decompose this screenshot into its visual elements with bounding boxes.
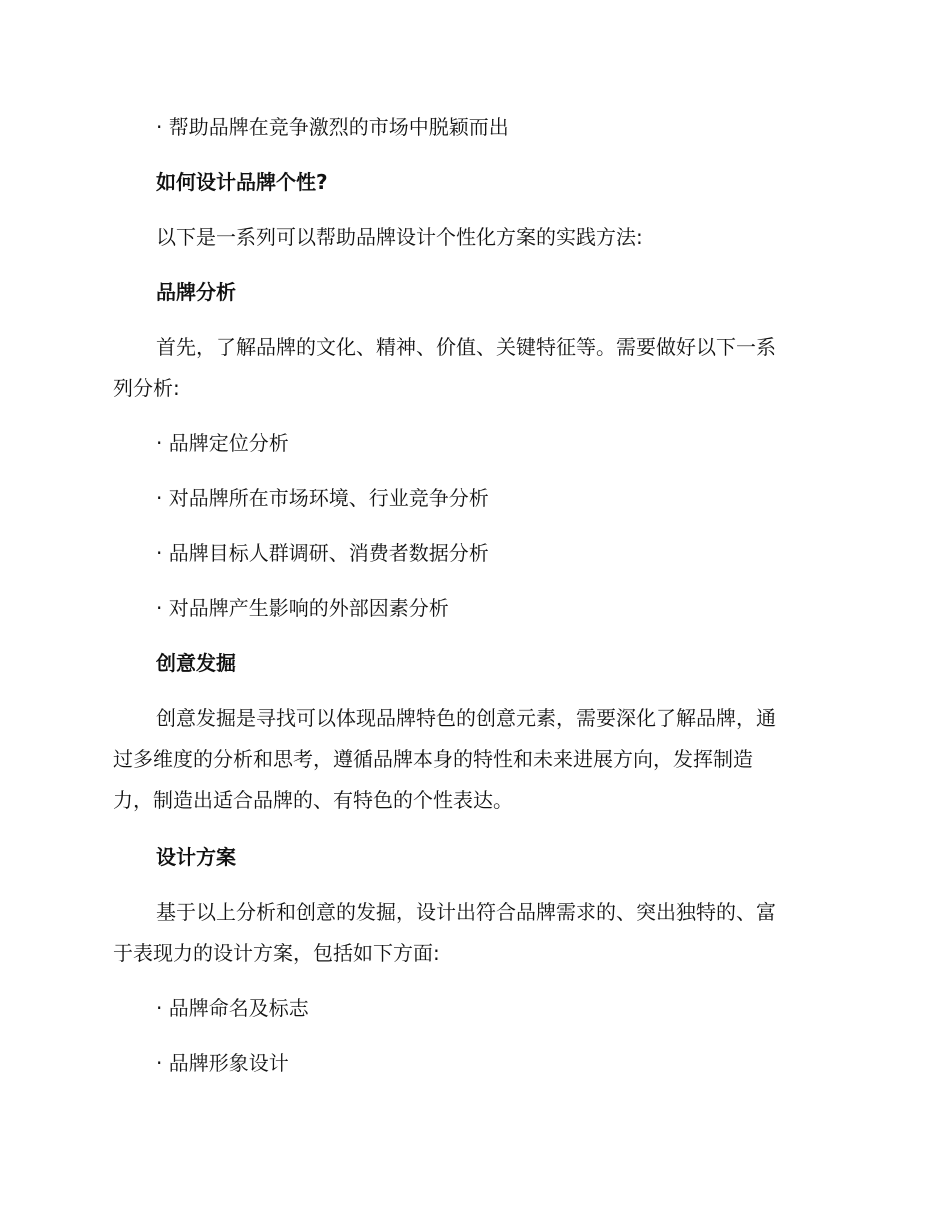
section-heading-how-to-design: 如何设计品牌个性? [156, 170, 328, 194]
paragraph-line: 基于以上分析和创意的发掘，设计出符合品牌需求的、突出独特的、富 [156, 900, 776, 924]
section-heading-brand-analysis: 品牌分析 [156, 280, 236, 304]
paragraph-line: 于表现力的设计方案，包括如下方面: [113, 941, 440, 965]
intro-paragraph: 以下是一系列可以帮助品牌设计个性化方案的实践方法: [156, 225, 643, 249]
bullet-item: · 对品牌产生影响的外部因素分析 [156, 596, 449, 620]
paragraph-line: 力，制造出适合品牌的、有特色的个性表达。 [113, 788, 513, 812]
paragraph-line: 过多维度的分析和思考，遵循品牌本身的特性和未来进展方向，发挥制造 [113, 747, 753, 771]
bullet-item: · 对品牌所在市场环境、行业竞争分析 [156, 486, 489, 510]
paragraph-line: 创意发掘是寻找可以体现品牌特色的创意元素，需要深化了解品牌，通 [156, 706, 776, 730]
paragraph-line: 列分析: [113, 376, 180, 400]
bullet-item: · 品牌目标人群调研、消费者数据分析 [156, 541, 489, 565]
bullet-item: · 品牌命名及标志 [156, 996, 309, 1020]
paragraph-line: 首先，了解品牌的文化、精神、价值、关键特征等。需要做好以下一系 [156, 335, 776, 359]
bullet-item: · 品牌定位分析 [156, 431, 289, 455]
section-heading-creative-discovery: 创意发掘 [156, 651, 236, 675]
section-heading-design-plan: 设计方案 [156, 845, 236, 869]
bullet-item: · 帮助品牌在竞争激烈的市场中脱颖而出 [156, 115, 509, 139]
bullet-item: · 品牌形象设计 [156, 1051, 289, 1075]
